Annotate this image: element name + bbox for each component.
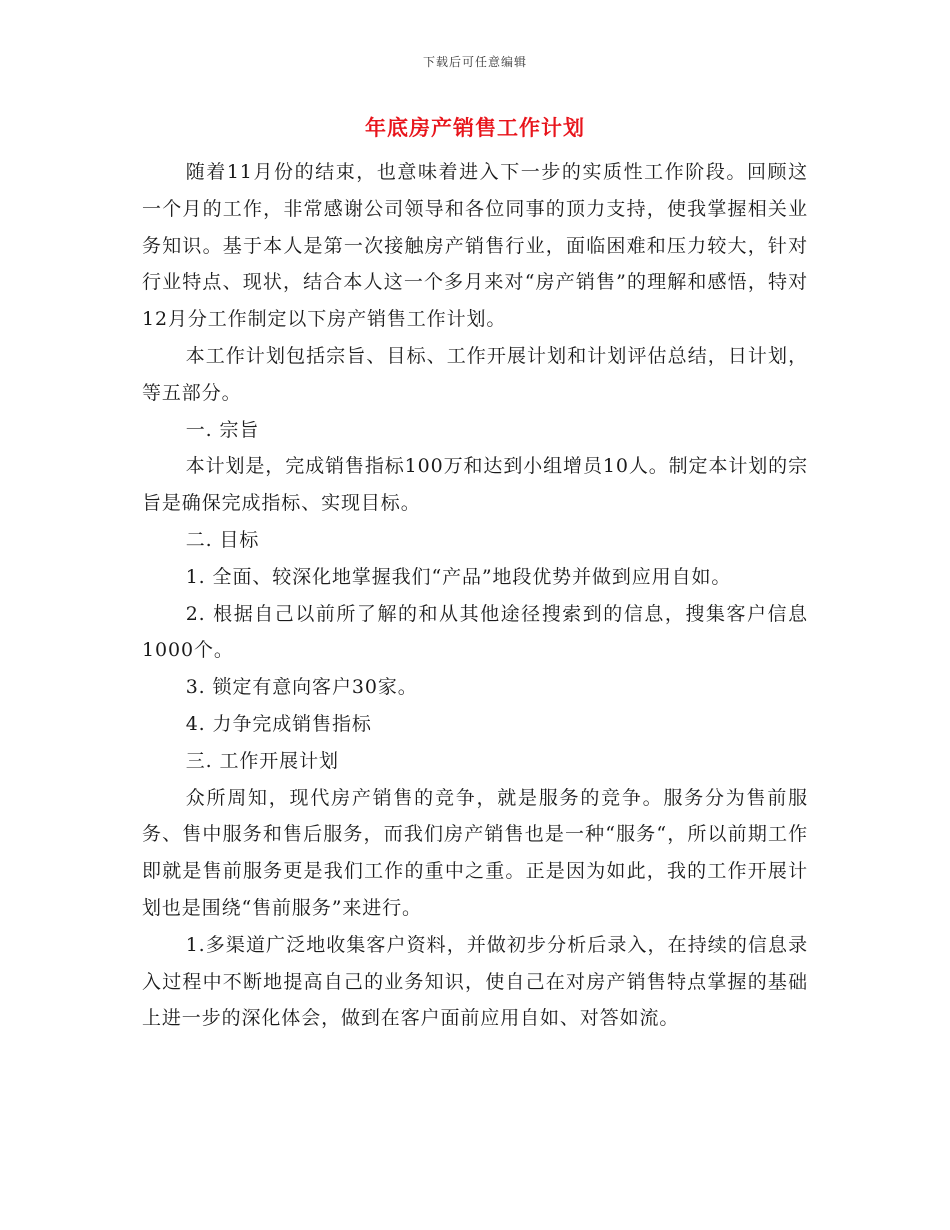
goal-item-3: 3. 锁定有意向客户30家。 [185,676,418,699]
document-title: 年底房产销售工作计划 [365,115,585,140]
goal-item-1: 1. 全面、较深化地掌握我们“产品”地段优势并做到应用自如。 [185,565,732,588]
intro-paragraph: 随着11月份的结束，也意味着进入下一步的实质性工作阶段。回顾这一个月的工作，非常感谢公司领导和各位同事的顶力支持，使我掌握相关业务知识。基于本人是第一次接触房产销售行业，面临困难和压力较大，针对行业特点、现状，结合本人这一个多月来对“房产销售”的理解和感悟，特对12月分工作制定以下房产销售工作计划。 [142,161,808,331]
work-plan-paragraph: 众所周知，现代房产销售的竞争，就是服务的竞争。服务分为售前服务、售中服务和售后服务，而我们房产销售也是一种“服务“，所以前期工作即就是售前服务更是我们工作的重中之重。正是因为如此，我的工作开展计划也是围绕“售前服务”来进行。 [142,786,808,919]
section-heading-goals: 二. 目标 [185,528,260,551]
goal-item-2: 2. 根据自己以前所了解的和从其他途径搜索到的信息，搜集客户信息1000个。 [142,602,808,662]
goal-item-4: 4. 力争完成销售指标 [185,712,372,735]
scope-paragraph: 本工作计划包括宗旨、目标、工作开展计划和计划评估总结，日计划，等五部分。 [142,344,808,404]
work-plan-item-1: 1.多渠道广泛地收集客户资料，并做初步分析后录入，在持续的信息录入过程中不断地提高自己的业务知识，使自己在对房产销售特点掌握的基础上进一步的深化体会，做到在客户面前应用自如、对答如流。 [142,933,808,1030]
section-heading-purpose: 一. 宗旨 [185,418,260,441]
page-header-note: 下载后可任意编辑 [422,55,527,69]
document-body [142,154,808,1037]
section-heading-work-plan: 三. 工作开展计划 [185,749,339,772]
purpose-paragraph: 本计划是，完成销售指标100万和达到小组增员10人。制定本计划的宗旨是确保完成指标、实现目标。 [142,455,808,515]
